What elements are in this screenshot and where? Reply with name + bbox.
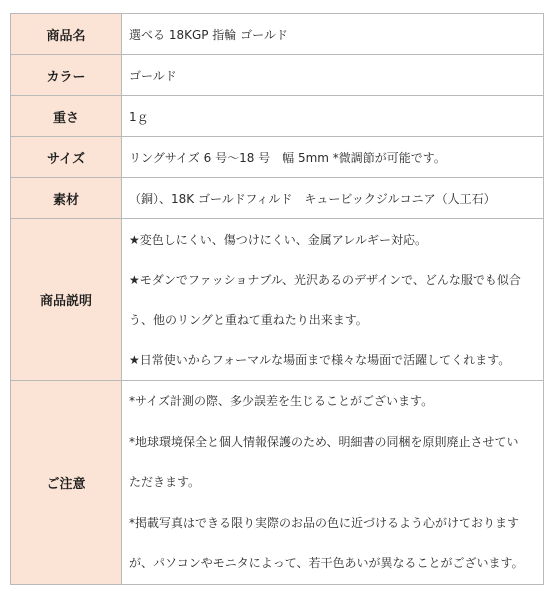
description-line: ★変色しにくい、傷つけにくい、金属アレルギー対応。 bbox=[129, 232, 427, 247]
spec-value-size: リングサイズ 6 号～18 号 幅 5mm *微調節が可能です。 bbox=[122, 137, 544, 178]
spec-value-product-name: 選べる 18KGP 指輪 ゴールド bbox=[122, 14, 544, 55]
spec-label-notes: ご注意 bbox=[11, 381, 122, 585]
notes-line: ただきます。 bbox=[129, 475, 201, 489]
spec-row-material bbox=[11, 178, 544, 219]
spec-label-description: 商品説明 bbox=[11, 219, 122, 381]
description-line: う、他のリングと重ねて重ねたり出来ます。 bbox=[129, 312, 368, 327]
spec-row-notes bbox=[11, 381, 544, 585]
spec-row-description bbox=[11, 219, 544, 381]
spec-value-description bbox=[122, 219, 544, 381]
spec-label-product-name: 商品名 bbox=[11, 14, 122, 55]
notes-line: *サイズ計測の際、多少誤差を生じることがございます。 bbox=[129, 394, 434, 408]
spec-value-weight: 1ｇ bbox=[122, 96, 544, 137]
spec-label-material: 素材 bbox=[11, 178, 122, 219]
description-line: ★日常使いからフォーマルな場面まで様々な場面で活躍してくれます。 bbox=[129, 352, 511, 367]
product-spec-table bbox=[10, 13, 544, 585]
spec-row-color bbox=[11, 55, 544, 96]
spec-value-notes bbox=[122, 381, 544, 585]
spec-row-weight bbox=[11, 96, 544, 137]
notes-line: が、パソコンやモニタによって、若干色あいが異なることがございます。 bbox=[129, 556, 524, 570]
notes-line: *掲載写真はできる限り実際のお品の色に近づけるよう心がけております bbox=[129, 515, 520, 530]
notes-line: *地球環境保全と個人情報保護のため、明細書の同梱を原則廃止させてい bbox=[129, 434, 519, 449]
spec-value-material: （銅）、18K ゴールドフィルド キュービックジルコニア（人工石） bbox=[122, 178, 544, 219]
description-line: ★モダンでファッショナブル、光沢あるのデザインで、どんな服でも似合 bbox=[129, 272, 521, 287]
spec-label-weight: 重さ bbox=[11, 96, 122, 137]
spec-row-size bbox=[11, 137, 544, 178]
spec-value-color: ゴールド bbox=[122, 55, 544, 96]
spec-label-size: サイズ bbox=[11, 137, 122, 178]
spec-row-product-name bbox=[11, 14, 544, 55]
spec-label-color: カラー bbox=[11, 55, 122, 96]
